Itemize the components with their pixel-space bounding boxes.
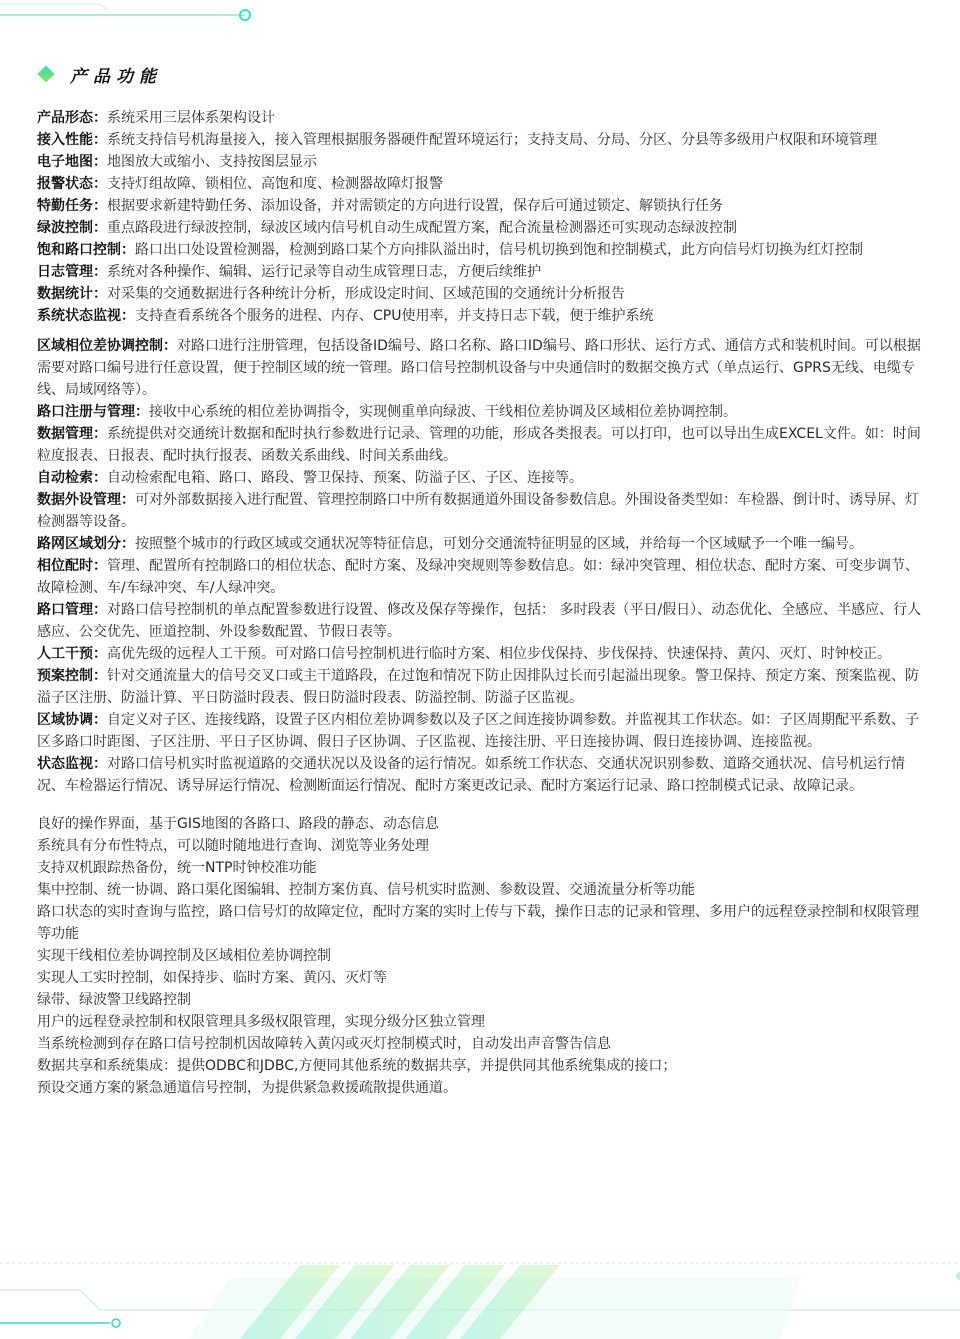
feature-label: 产品形态： bbox=[37, 110, 107, 126]
feature-label: 区域协调： bbox=[37, 712, 107, 728]
feature-item bbox=[37, 467, 923, 489]
feature-label: 预案控制： bbox=[37, 668, 107, 684]
feature-label: 数据统计： bbox=[37, 286, 107, 302]
feature-item bbox=[37, 217, 923, 239]
feature-description: 支持灯组故障、锁相位、高饱和度、检测器故障灯报警 bbox=[107, 176, 443, 192]
feature-group-3 bbox=[37, 813, 923, 1099]
feature-item bbox=[37, 173, 923, 195]
feature-group-2 bbox=[37, 335, 923, 797]
feature-label: 路口管理： bbox=[37, 602, 107, 618]
feature-description: 系统支持信号机海量接入，接入管理根据服务器硬件配置环境运行；支持支局、分局、分区、分县等多级用户权限和环境管理 bbox=[107, 132, 877, 148]
feature-description: 系统对各种操作、编辑、运行记录等自动生成管理日志，方便后续维护 bbox=[107, 264, 541, 280]
feature-label: 日志管理： bbox=[37, 264, 107, 280]
feature-item bbox=[37, 151, 923, 173]
feature-item bbox=[37, 533, 923, 555]
feature-item bbox=[37, 107, 923, 129]
feature-item bbox=[37, 753, 923, 797]
feature-description: 可对外部数据接入进行配置、管理控制路口中所有数据通道外围设备参数信息。外围设备类型如：车检器、倒计时、诱导屏、灯检测器等设备。 bbox=[37, 492, 919, 530]
feature-item bbox=[37, 489, 923, 533]
feature-item bbox=[37, 283, 923, 305]
feature-item bbox=[37, 599, 923, 643]
feature-description: 自定义对子区、连接线路，设置子区内相位差协调参数以及子区之间连接协调参数。并监视其工作状态。如：子区周期配平系数、子区多路口时距图、子区注册、平日子区协调、假日子区协调、子区监视、连接注册、平日连接协调、假日连接协调、连接监视。 bbox=[37, 712, 919, 750]
diamond-bullet-icon bbox=[38, 66, 55, 83]
feature-description: 管理、配置所有控制路口的相位状态、配时方案、及绿冲突规则等参数信息。如：绿冲突管理、相位状态、配时方案、可变步调节、故障检测、车/车绿冲突、车/人绿冲突。 bbox=[37, 558, 919, 596]
capability-line: 路口状态的实时查询与监控，路口信号灯的故障定位，配时方案的实时上传与下载，操作日志的记录和管理、多用户的远程登录控制和权限管理等功能 bbox=[37, 904, 919, 942]
feature-description: 自动检索配电箱、路口、路段、警卫保持、预案、防溢子区、子区、连接等。 bbox=[107, 470, 583, 486]
feature-label: 自动检索： bbox=[37, 470, 107, 486]
feature-item bbox=[37, 401, 923, 423]
feature-description: 重点路段进行绿波控制，绿波区域内信号机自动生成配置方案，配合流量检测器还可实现动态绿波控制 bbox=[107, 220, 737, 236]
feature-item bbox=[37, 335, 923, 401]
feature-item bbox=[37, 709, 923, 753]
section-header bbox=[38, 62, 162, 86]
feature-label: 电子地图： bbox=[37, 154, 107, 170]
feature-description: 路口出口处设置检测器，检测到路口某个方向排队溢出时，信号机切换到饱和控制模式，此方向信号灯切换为红灯控制 bbox=[135, 242, 863, 258]
feature-label: 人工干预： bbox=[37, 646, 107, 662]
capability-line: 用户的远程登录控制和权限管理具多级权限管理，实现分级分区独立管理 bbox=[37, 1014, 485, 1030]
feature-description: 支持查看系统各个服务的进程、内存、CPU使用率，并支持日志下载，便于维护系统 bbox=[135, 308, 654, 324]
feature-item bbox=[37, 129, 923, 151]
feature-group-1 bbox=[37, 107, 923, 327]
feature-item bbox=[37, 555, 923, 599]
feature-description: 系统采用三层体系架构设计 bbox=[107, 110, 275, 126]
capability-line: 预设交通方案的紧急通道信号控制，为提供紧急救援疏散提供通道。 bbox=[37, 1080, 457, 1096]
feature-label: 绿波控制： bbox=[37, 220, 107, 236]
feature-label: 特勤任务： bbox=[37, 198, 107, 214]
capability-line: 实现人工实时控制，如保持步、临时方案、黄闪、灭灯等 bbox=[37, 970, 387, 986]
capability-line: 数据共享和系统集成：提供ODBC和JDBC,方便同其他系统的数据共享，并提供同其他系统集成的接口； bbox=[37, 1058, 677, 1074]
feature-label: 数据外设管理： bbox=[37, 492, 135, 508]
feature-label: 路口注册与管理： bbox=[37, 404, 149, 420]
feature-label: 报警状态： bbox=[37, 176, 107, 192]
feature-description: 系统提供对交通统计数据和配时执行参数进行记录、管理的功能，形成各类报表。可以打印，也可以导出生成EXCEL文件。如：时间粒度报表、日报表、配时执行报表、函数关系曲线、时间关系曲线。 bbox=[37, 426, 921, 464]
feature-item bbox=[37, 643, 923, 665]
feature-item bbox=[37, 423, 923, 467]
feature-item bbox=[37, 261, 923, 283]
feature-label: 饱和路口控制： bbox=[37, 242, 135, 258]
feature-item bbox=[37, 239, 923, 261]
feature-description: 高优先级的远程人工干预。可对路口信号控制机进行临时方案、相位步伐保持、步伐保持、快速保持、黄闪、灭灯、时钟校正。 bbox=[107, 646, 891, 662]
capability-line: 系统具有分布性特点，可以随时随地进行查询、浏览等业务处理 bbox=[37, 838, 429, 854]
feature-label: 接入性能： bbox=[37, 132, 107, 148]
capability-line: 绿带、绿波警卫线路控制 bbox=[37, 992, 191, 1008]
feature-description: 对采集的交通数据进行各种统计分析，形成设定时间、区域范围的交通统计分析报告 bbox=[107, 286, 625, 302]
feature-description: 接收中心系统的相位差协调指令，实现侧重单向绿波、干线相位差协调及区域相位差协调控制。 bbox=[149, 404, 737, 420]
feature-label: 路网区域划分： bbox=[37, 536, 135, 552]
feature-content bbox=[37, 107, 923, 1099]
feature-description: 按照整个城市的行政区域或交通状况等特征信息，可划分交通流特征明显的区域，并给每一个区域赋予一个唯一编号。 bbox=[135, 536, 863, 552]
capability-line: 良好的操作界面，基于GIS地图的各路口、路段的静态、动态信息 bbox=[37, 816, 439, 832]
capability-line: 集中控制、统一协调、路口渠化图编辑、控制方案仿真、信号机实时监测、参数设置、交通流量分析等功能 bbox=[37, 882, 695, 898]
capability-line: 支持双机跟踪热备份，统一NTP时钟校准功能 bbox=[37, 860, 317, 876]
capability-line: 实现干线相位差协调控制及区域相位差协调控制 bbox=[37, 948, 331, 964]
section-title: 产品功能 bbox=[70, 66, 162, 87]
capability-line: 当系统检测到存在路口信号控制机因故障转入黄闪或灭灯控制模式时，自动发出声音警告信息 bbox=[37, 1036, 611, 1052]
feature-description: 对路口信号机实时监视道路的交通状况以及设备的运行情况。如系统工作状态、交通状况识别参数、道路交通状况、信号机运行情况、车检器运行情况、诱导屏运行情况、检测断面运行情况、配时方案更改记录、配时方案运行记录、路口控制模式记录、故障记录。 bbox=[37, 756, 905, 794]
feature-label: 区域相位差协调控制： bbox=[37, 338, 177, 354]
top-line-decoration bbox=[0, 4, 250, 20]
feature-label: 状态监视： bbox=[37, 756, 107, 772]
feature-description: 地图放大或缩小、支持按图层显示 bbox=[107, 154, 317, 170]
feature-label: 相位配时： bbox=[37, 558, 107, 574]
feature-description: 根据要求新建特勤任务、添加设备，并对需锁定的方向进行设置，保存后可通过锁定、解锁执行任务 bbox=[107, 198, 723, 214]
feature-label: 系统状态监视： bbox=[37, 308, 135, 324]
feature-description: 针对交通流量大的信号交叉口或主干道路段，在过饱和情况下防止因排队过长而引起溢出现象。警卫保持、预定方案、预案监视、防溢子区注册、防溢计算、平日防溢时段表、假日防溢时段表、防溢控制、防溢子区监视。 bbox=[37, 668, 919, 706]
feature-description: 对路口进行注册管理，包括设备ID编号、路口名称、路口ID编号、路口形状、运行方式、通信方式和装机时间。可以根据需要对路口编号进行任意设置，便于控制区域的统一管理。路口信号控制机设备与中央通信时的数据交换方式（单点运行、GPRS无线、电缆专线、局域网络等）。 bbox=[37, 338, 921, 398]
feature-item bbox=[37, 195, 923, 217]
feature-description: 对路口信号控制机的单点配置参数进行设置、修改及保存等操作，包括： 多时段表（平日/假日）、动态优化、全感应、半感应、行人感应、公交优先、匝道控制、外设参数配置、节假日表等。 bbox=[37, 602, 922, 640]
feature-item bbox=[37, 305, 923, 327]
feature-label: 数据管理： bbox=[37, 426, 107, 442]
bottom-line-decoration bbox=[0, 1263, 960, 1339]
feature-item bbox=[37, 665, 923, 709]
